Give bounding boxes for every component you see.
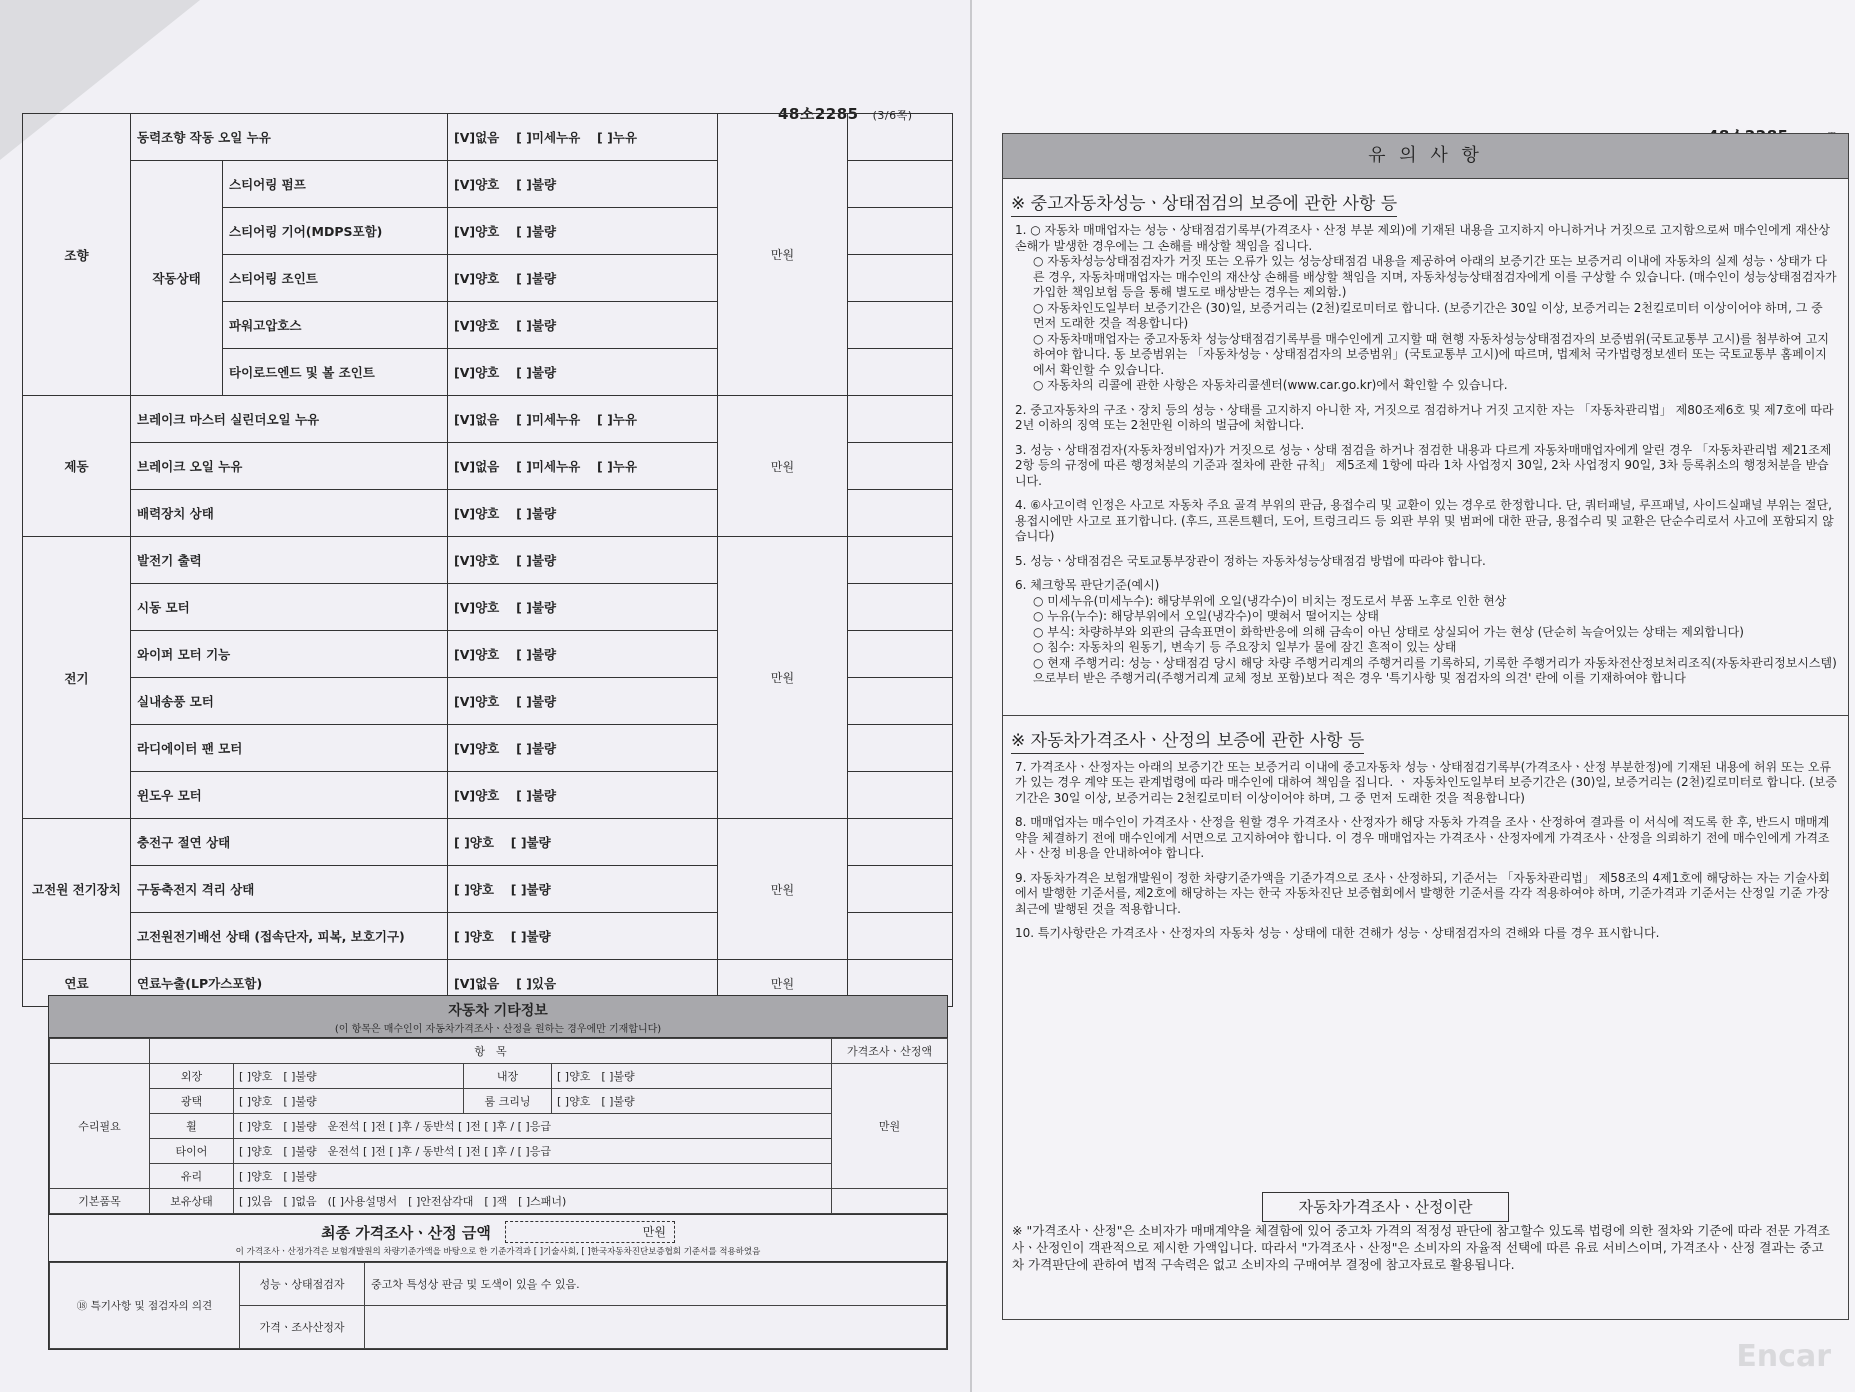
other-info-section: [48, 995, 948, 1350]
check-options: [V]양호 [ ]불량: [448, 631, 718, 678]
right-page: [972, 0, 1855, 1392]
item-cell: 실내송풍 모터: [131, 678, 448, 725]
other-info-note: (이 항목은 매수인이 자동차가격조사ㆍ산정을 원하는 경우에만 기재합니다): [334, 1024, 662, 1035]
appraiser-opinion: [365, 1306, 947, 1349]
item-cell: 스티어링 펌프: [223, 161, 448, 208]
inspection-table: [22, 113, 953, 1007]
col-price-header: 가격조사ㆍ산정액: [832, 1039, 948, 1064]
item-cell: 고전원전기배선 상태 (접속단자, 피복, 보호기구): [131, 913, 448, 960]
blank-cell: [848, 866, 953, 913]
section-price-warranty: ※ 자동차가격조사ㆍ산정의 보증에 관한 사항 등: [1011, 726, 1364, 754]
subcategory-cell: 작동상태: [131, 161, 223, 396]
other-key: 외장: [150, 1064, 234, 1089]
blank-cell: [848, 678, 953, 725]
category-cell: 고전원 전기장치: [23, 819, 131, 960]
notice-8: 8. 매매업자는 매수인이 가격조사ㆍ산정을 원할 경우 가격조사ㆍ산정자가 해당 자동차 가격을 조사ㆍ산정하여 결과를 이 서식에 적도록 한 후, 반드시 매매계약을 체결하기 전에 매수인에게 서면으로 고지하여야 합니다. 이 경우 매매업자는 가격조사ㆍ산정자에게 가격조사ㆍ산정을 의뢰하기 전에 매수인에게 가격조사ㆍ산정 비용을 안내하여야 합니다.: [1015, 815, 1830, 860]
check-options: [ ]양호 [ ]불량: [448, 913, 718, 960]
check-options: [V]없음 [ ]있음: [448, 960, 718, 1007]
notice-10: 10. 특기사항란은 가격조사ㆍ산정자의 자동차 성능ㆍ상태에 대한 견해가 성능ㆍ상태점검자의 견해와 다를 경우 표시합니다.: [1015, 926, 1660, 940]
other-info-row: [50, 1164, 948, 1189]
check-options: [V]양호 [ ]불량: [448, 725, 718, 772]
item-cell: 구동축전지 격리 상태: [131, 866, 448, 913]
notice-6e: ○ 현재 주행거리: 성능ㆍ상태점검 당시 해당 차량 주행거리계의 주행거리를 기록하되, 기록한 주행거리가 자동차전산정보처리조직(자동차관리정보시스템)으로부터 받은 주행거리(주행거리계 교체 정보 포함)보다 적은 경우 '특기사항 및 점검자의 의견' 란에 이를 기재하여야 합니다: [1033, 655, 1837, 685]
amount-cell: 만원: [718, 396, 848, 537]
item-cell: 브레이크 마스터 실린더오일 누유: [131, 396, 448, 443]
notice-7: 7. 가격조사ㆍ산정자는 아래의 보증기간 또는 보증거리 이내에 중고자동차 성능ㆍ상태점검기록부(가격조사ㆍ산정 부분한정)에 기재된 내용에 허위 또는 오류가 있는 경우 계약 또는 관계법령에 따라 매수인에 대하여 책임을 집니다. ㆍ 자동차인도일부터 보증기간은 (30)일, 보증거리는 (2천)킬로미터로 합니다. (보증기간은 30일 이상, 보증거리는 2천킬로미터 이상이어야 하며, 그 중 먼저 도래한 것을 적용합니다): [1015, 759, 1837, 805]
page-number: (3/6쪽): [872, 109, 913, 122]
blank-cell: [848, 443, 953, 490]
check-options: [V]없음 [ ]미세누유 [ ]누유: [448, 396, 718, 443]
basic-items-value: [ ]있음 [ ]없음 ([ ]사용설명서 [ ]안전삼각대 [ ]잭 [ ]스패너): [234, 1189, 832, 1214]
amount-cell: 만원: [718, 537, 848, 819]
check-options: [V]양호 [ ]불량: [448, 678, 718, 725]
check-options: [V]없음 [ ]미세누유 [ ]누유: [448, 114, 718, 161]
notice-title: 유 의 사 항: [1003, 134, 1848, 179]
other-value: [ ]양호 [ ]불량: [234, 1064, 464, 1089]
definition-text: ※ "가격조사ㆍ산정"은 소비자가 매매계약을 체결함에 있어 중고차 가격의 적정성 판단에 참고할수 있도록 법령에 의한 절차와 기준에 따라 전문 가격조사ㆍ산정인이 객관적으로 제시한 가액입니다. 따라서 "가격조사ㆍ산정"은 소비자의 자율적 선택에 따른 유료 서비스이며, 가격조사ㆍ산정 결과는 중고차 가격판단에 관하여 법적 구속력은 없고 소비자의 구매여부 결정에 참고자료로 활용됩니다.: [1012, 1223, 1830, 1272]
inspector-label: 성능ㆍ상태점검자: [240, 1263, 365, 1306]
other-value: [ ]양호 [ ]불량: [234, 1164, 832, 1189]
notice-6b: ○ 누유(누수): 해당부위에서 오일(냉각수)이 맺혀서 떨어지는 상태: [1033, 609, 1379, 623]
notice-list-2: [1015, 760, 1838, 942]
blank-cell: [848, 913, 953, 960]
notice-6d: ○ 침수: 자동차의 원동기, 변속기 등 주요장치 일부가 물에 잠긴 흔적이 있는 상태: [1033, 640, 1457, 654]
other-value: [ ]양호 [ ]불량 운전석 [ ]전 [ ]후 / 동반석 [ ]전 [ ]후 / [ ]응급: [234, 1139, 832, 1164]
final-price-note: 이 가격조사ㆍ산정가격은 보험개발원의 차량기준가액을 바탕으로 한 기준가격과 [ ]기술사회, [ ]한국자동차진단보증협회 기준서를 적용하였음: [49, 1245, 947, 1262]
notice-6a: ○ 미세누유(미세누수): 해당부위에 오일(냉각수)이 비치는 정도로서 부품 노후로 인한 현상: [1033, 593, 1507, 608]
inspection-row: [23, 114, 953, 161]
notice-6: 6. 체크항목 판단기준(예시): [1015, 578, 1160, 592]
blank-cell: [848, 302, 953, 349]
item-cell: 충전구 절연 상태: [131, 819, 448, 866]
blank-cell: [848, 772, 953, 819]
encar-watermark: Encar: [1736, 1339, 1831, 1374]
other-value-2: [ ]양호 [ ]불량: [552, 1089, 832, 1114]
other-value: [ ]양호 [ ]불량 운전석 [ ]전 [ ]후 / 동반석 [ ]전 [ ]후 / [ ]응급: [234, 1114, 832, 1139]
blank-cell: [848, 208, 953, 255]
opinion-label: ⑱ 특기사항 및 점검자의 의견: [50, 1263, 240, 1349]
other-key: 타이어: [150, 1139, 234, 1164]
amount-cell: 만원: [718, 819, 848, 960]
item-cell: 배력장치 상태: [131, 490, 448, 537]
section-inspection-warranty: ※ 중고자동차성능ㆍ상태점검의 보증에 관한 사항 등: [1011, 189, 1397, 217]
inspection-row: [23, 537, 953, 584]
amount-cell: 만원: [718, 114, 848, 396]
final-price-box: 만원: [505, 1221, 675, 1243]
section-divider: [1003, 715, 1848, 716]
category-cell: 연료: [23, 960, 131, 1007]
category-cell: 전기: [23, 537, 131, 819]
blank-cell: [848, 584, 953, 631]
check-options: [V]양호 [ ]불량: [448, 490, 718, 537]
notice-6c: ○ 부식: 차량하부와 외판의 금속표면이 화학반응에 의해 금속이 아닌 상태로 상실되어 가는 현상 (단순히 녹슬어있는 상태는 제외합니다): [1033, 624, 1744, 639]
notice-5: 5. 성능ㆍ상태점검은 국토교통부장관이 정하는 자동차성능상태점검 방법에 따라야 합니다.: [1015, 553, 1486, 568]
appraiser-label: 가격ㆍ조사산정자: [240, 1306, 365, 1349]
blank-cell: [848, 255, 953, 302]
notice-4: 4. ⑥사고이력 인정은 사고로 자동차 주요 골격 부위의 판금, 용접수리 및 교환이 있는 경우로 한정합니다. 단, 쿼터패널, 루프패널, 사이드실패널 부위는 절단, 용접시에만 사고로 표기합니다. (후드, 프론트휀더, 도어, 트렁크리드 등 외판 부위 및 범퍼에 대한 판금, 용접수리 및 교환은 단순수리로서 사고에 포함되지 않습니다): [1015, 498, 1834, 543]
check-options: [V]양호 [ ]불량: [448, 537, 718, 584]
item-cell: 동력조향 작동 오일 누유: [131, 114, 448, 161]
check-options: [V]양호 [ ]불량: [448, 208, 718, 255]
check-options: [V]양호 [ ]불량: [448, 349, 718, 396]
blank-cell: [848, 819, 953, 866]
item-cell: 스티어링 기어(MDPS포함): [223, 208, 448, 255]
other-info-row: [50, 1139, 948, 1164]
blank-cell: [848, 537, 953, 584]
final-price-row: [49, 1214, 947, 1245]
item-cell: 윈도우 모터: [131, 772, 448, 819]
notice-2: 2. 중고자동차의 구조ㆍ장치 등의 성능ㆍ상태를 고지하지 아니한 자, 거짓으로 점검하거나 거짓 고지한 자는 「자동차관리법」 제80조제6호 및 제7호에 따라 2년 이하의 징역 또는 2천만원 이하의 벌금에 처합니다.: [1015, 402, 1834, 432]
item-cell: 브레이크 오일 누유: [131, 443, 448, 490]
other-key: 휠: [150, 1114, 234, 1139]
blank-cell: [848, 490, 953, 537]
repair-amount: 만원: [832, 1064, 948, 1189]
basic-items-label: 기본품목: [50, 1189, 150, 1214]
inspector-opinion: 중고차 특성상 판금 및 도색이 있을 수 있음.: [365, 1263, 947, 1306]
repair-needed-label: 수리필요: [50, 1064, 150, 1189]
notice-1e: ○ 자동차의 리콜에 관한 사항은 자동차리콜센터(www.car.go.kr)에서 확인할 수 있습니다.: [1033, 378, 1508, 392]
item-cell: 연료누출(LP가스포함): [131, 960, 448, 1007]
category-cell: 조향: [23, 114, 131, 396]
check-options: [V]양호 [ ]불량: [448, 161, 718, 208]
item-cell: 타이로드엔드 및 볼 조인트: [223, 349, 448, 396]
notice-9: 9. 자동차가격은 보험개발원이 정한 차량기준가액을 기준가격으로 조사ㆍ산정하되, 기준서는 「자동차관리법」 제58조의 4제1호에 해당하는 자는 기술사회에서 발행한 기준서를, 제2호에 해당하는 자는 한국 자동차진단 보증협회에서 발행한 기준서를 각각 적용하여야 하며, 기준가격과 기준서는 산정일 기준 가장 최근에 발행된 것을 적용합니다.: [1015, 870, 1830, 916]
other-value-2: [ ]양호 [ ]불량: [552, 1064, 832, 1089]
final-price-title: 최종 가격조사ㆍ산정 금액: [321, 1223, 491, 1242]
blank-cell: [848, 349, 953, 396]
basic-items-key: 보유상태: [150, 1189, 234, 1214]
other-info-row: [50, 1089, 948, 1114]
check-options: [V]양호 [ ]불량: [448, 772, 718, 819]
item-cell: 시동 모터: [131, 584, 448, 631]
blank-cell: [848, 114, 953, 161]
notice-1c: ○ 자동차인도일부터 보증기간은 (30)일, 보증거리는 (2천)킬로미터로 합니다. (보증기간은 30일 이상, 보증거리는 2천킬로미터 이상이어야 하며, 그 중 먼저 도래한 것을 적용합니다): [1033, 300, 1823, 330]
blank-cell: [848, 725, 953, 772]
other-info-header: [49, 996, 947, 1038]
other-key-2: 내장: [464, 1064, 552, 1089]
doc-number: 48소2285 (3/6쪽): [778, 105, 913, 123]
other-info-row: [50, 1064, 948, 1089]
blank-cell: [848, 161, 953, 208]
blank-cell: [848, 631, 953, 678]
other-key: 광택: [150, 1089, 234, 1114]
other-info-table: [49, 1038, 948, 1214]
check-options: [ ]양호 [ ]불량: [448, 819, 718, 866]
other-info-title: 자동차 기타정보: [448, 1003, 548, 1019]
category-cell: 제동: [23, 396, 131, 537]
inspection-row: [23, 819, 953, 866]
col-item-header: 항 목: [150, 1039, 832, 1064]
item-cell: 파워고압호스: [223, 302, 448, 349]
other-key-2: 룸 크리닝: [464, 1089, 552, 1114]
check-options: [V]없음 [ ]미세누유 [ ]누유: [448, 443, 718, 490]
notice-1d: ○ 자동차매매업자는 중고자동차 성능상태점검기록부를 매수인에게 고지할 때 현행 자동차성능상태점검자의 보증범위(국토교통부 고시)를 첨부하여 고지하여야 합니다. 동 보증범위는 「자동차성능ㆍ상태점검자의 보증범위」(국토교통부 고시)에 따르며, 법제처 국가법령정보센터 또는 국토교통부 홈페이지에서 확인할 수 있습니다.: [1033, 331, 1829, 377]
other-info-row: [50, 1114, 948, 1139]
notice-box: [1002, 133, 1849, 1320]
check-options: [V]양호 [ ]불량: [448, 302, 718, 349]
blank-cell: [848, 396, 953, 443]
inspection-row: [23, 396, 953, 443]
other-value: [ ]양호 [ ]불량: [234, 1089, 464, 1114]
check-options: [V]양호 [ ]불량: [448, 584, 718, 631]
notice-1a: 1. ○ 자동차 매매업자는 성능ㆍ상태점검기록부(가격조사ㆍ산정 부분 제외)에 기재된 내용을 고지하지 아니하거나 거짓으로 고지함으로써 매수인에게 재산상 손해가 발생한 경우에는 그 손해를 배상할 책임을 집니다.: [1015, 223, 1830, 253]
check-options: [V]양호 [ ]불량: [448, 255, 718, 302]
item-cell: 발전기 출력: [131, 537, 448, 584]
notice-3: 3. 성능ㆍ상태점검자(자동차정비업자)가 거짓으로 성능ㆍ상태 점검을 하거나 점검한 내용과 다르게 자동차매매업자에게 알린 경우 「자동차관리법 제21조제2항 등의 규정에 따른 행정처분의 기준과 절차에 관한 규칙」 제5조제 1항에 따라 1차 사업정지 30일, 2차 사업정지 90일, 3차 등록취소의 행정처분을 받습니다.: [1015, 442, 1832, 488]
amount-cell: 만원: [718, 960, 848, 1007]
notice-list-1: [1015, 223, 1838, 687]
notice-1b: ○ 자동차성능상태점검자가 거짓 또는 오류가 있는 성능상태점검 내용을 제공하여 아래의 보증기간 또는 보증거리 이내에 자동차의 실제 성능ㆍ상태가 다른 경우, 자동차매매업자는 매수인의 재산상 손해를 배상할 책임을 지며, 자동차성능상태점검자에게 이를 구상할 수 있습니다. (매수인이 성능상태점검자가 가입한 책임보험 등을 통해 별도로 배상받는 경우는 제외함.): [1033, 254, 1837, 299]
check-options: [ ]양호 [ ]불량: [448, 866, 718, 913]
definition-title: 자동차가격조사ㆍ산정이란: [1262, 1192, 1509, 1222]
opinion-table: [49, 1262, 947, 1349]
other-key: 유리: [150, 1164, 234, 1189]
item-cell: 와이퍼 모터 기능: [131, 631, 448, 678]
item-cell: 라디에이터 팬 모터: [131, 725, 448, 772]
item-cell: 스티어링 조인트: [223, 255, 448, 302]
